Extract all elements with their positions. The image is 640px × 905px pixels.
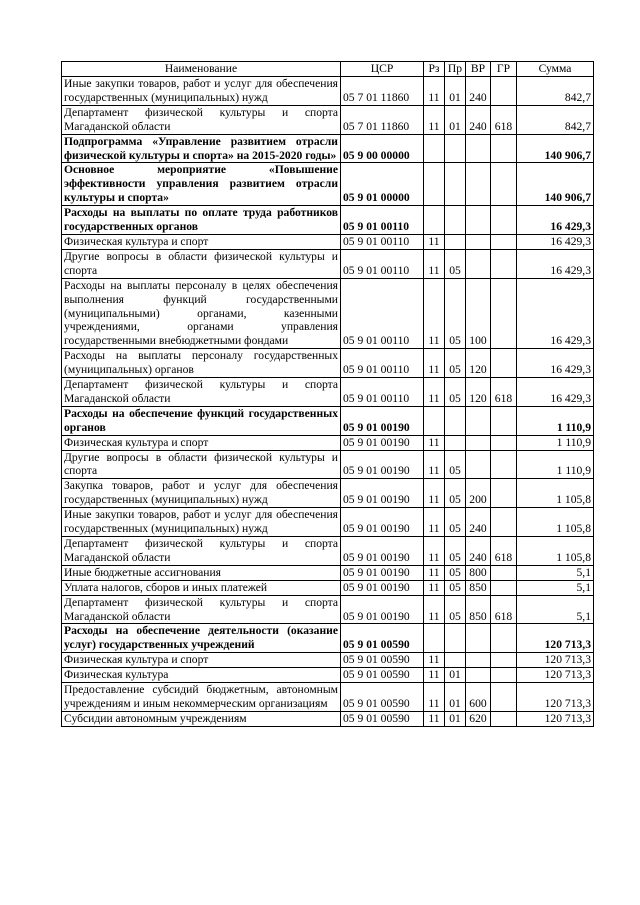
cell-gr [491,134,517,163]
cell-gr: 618 [491,105,517,134]
table-row [62,378,594,407]
cell-sum: 1 105,8 [517,537,594,566]
cell-sum: 1 105,8 [517,479,594,508]
cell-sum: 1 110,9 [517,406,594,435]
table-row [62,249,594,278]
cell-csr: 05 9 01 00190 [341,565,424,580]
cell-pr: 05 [445,278,466,349]
budget-table [61,61,594,727]
cell-sum: 842,7 [517,77,594,106]
cell-rz: 11 [424,668,445,683]
header-pr: Пр [445,62,466,77]
cell-name: Основное мероприятие «Повышение эффективности управления развитием отрасли культуры и спорта» [62,163,341,206]
cell-gr [491,450,517,479]
cell-sum: 5,1 [517,565,594,580]
cell-rz: 11 [424,479,445,508]
cell-sum: 140 906,7 [517,134,594,163]
cell-csr: 05 9 01 00590 [341,653,424,668]
table-row [62,508,594,537]
cell-csr: 05 9 01 00110 [341,378,424,407]
cell-vr: 200 [466,479,491,508]
cell-csr: 05 9 01 00110 [341,349,424,378]
cell-gr [491,668,517,683]
cell-csr: 05 9 01 00000 [341,163,424,206]
cell-gr [491,711,517,726]
cell-pr: 05 [445,537,466,566]
cell-name: Уплата налогов, сборов и иных платежей [62,580,341,595]
table-body [62,77,594,727]
cell-pr [445,206,466,235]
cell-pr: 05 [445,450,466,479]
cell-vr [466,406,491,435]
cell-pr [445,653,466,668]
cell-name: Департамент физической культуры и спорта Магаданской области [62,378,341,407]
table-row [62,234,594,249]
cell-name: Физическая культура [62,668,341,683]
cell-pr: 05 [445,249,466,278]
cell-name: Иные закупки товаров, работ и услуг для обеспечения государственных (муниципальных) нужд [62,508,341,537]
cell-gr: 618 [491,595,517,624]
table-row [62,450,594,479]
cell-name: Иные закупки товаров, работ и услуг для обеспечения государственных (муниципальных) нужд [62,77,341,106]
cell-sum: 5,1 [517,595,594,624]
cell-csr: 05 9 01 00190 [341,595,424,624]
cell-name: Физическая культура и спорт [62,435,341,450]
cell-vr [466,624,491,653]
cell-gr [491,234,517,249]
cell-sum: 1 110,9 [517,435,594,450]
table-row [62,206,594,235]
table-row [62,349,594,378]
cell-csr: 05 9 01 00110 [341,278,424,349]
cell-name: Расходы на выплаты персоналу государственных (муниципальных) органов [62,349,341,378]
cell-sum: 120 713,3 [517,624,594,653]
cell-vr [466,668,491,683]
table-row [62,668,594,683]
header-sum: Сумма [517,62,594,77]
cell-rz: 11 [424,249,445,278]
cell-vr [466,435,491,450]
cell-rz [424,134,445,163]
cell-rz: 11 [424,105,445,134]
cell-pr: 05 [445,595,466,624]
table-row [62,653,594,668]
cell-vr [466,163,491,206]
cell-gr [491,278,517,349]
cell-vr: 120 [466,378,491,407]
cell-rz: 11 [424,77,445,106]
table-row [62,435,594,450]
cell-pr: 01 [445,683,466,712]
cell-sum: 5,1 [517,580,594,595]
cell-csr: 05 9 01 00190 [341,406,424,435]
cell-rz [424,624,445,653]
cell-rz [424,163,445,206]
cell-name: Иные бюджетные ассигнования [62,565,341,580]
cell-vr [466,234,491,249]
table-row [62,479,594,508]
cell-rz: 11 [424,653,445,668]
table-row [62,595,594,624]
cell-gr [491,653,517,668]
table-row [62,105,594,134]
cell-rz: 11 [424,595,445,624]
cell-vr: 240 [466,537,491,566]
cell-pr [445,435,466,450]
cell-csr: 05 9 01 00190 [341,580,424,595]
cell-name: Другие вопросы в области физической культуры и спорта [62,249,341,278]
header-name: Наименование [62,62,341,77]
cell-sum: 1 110,9 [517,450,594,479]
cell-vr: 600 [466,683,491,712]
cell-sum: 1 105,8 [517,508,594,537]
cell-sum: 120 713,3 [517,711,594,726]
cell-rz: 11 [424,537,445,566]
table-row [62,565,594,580]
cell-sum: 842,7 [517,105,594,134]
cell-csr: 05 9 01 00590 [341,624,424,653]
cell-pr: 01 [445,77,466,106]
cell-gr [491,77,517,106]
cell-gr [491,479,517,508]
cell-name: Расходы на выплаты персоналу в целях обеспечения выполнения функций государственными (муниципальными) органами, казенными учреждениями, органами управления государственными внебюджетными фондами [62,278,341,349]
cell-rz: 11 [424,508,445,537]
cell-csr: 05 9 01 00190 [341,508,424,537]
cell-vr [466,206,491,235]
cell-rz [424,206,445,235]
cell-sum: 16 429,3 [517,234,594,249]
cell-sum: 140 906,7 [517,163,594,206]
table-row [62,406,594,435]
cell-pr: 05 [445,508,466,537]
table-row [62,163,594,206]
cell-sum: 120 713,3 [517,653,594,668]
cell-vr [466,249,491,278]
cell-gr [491,435,517,450]
cell-name: Департамент физической культуры и спорта Магаданской области [62,595,341,624]
cell-pr: 05 [445,479,466,508]
header-rz: Рз [424,62,445,77]
cell-vr: 620 [466,711,491,726]
cell-gr [491,580,517,595]
cell-sum: 16 429,3 [517,349,594,378]
cell-gr [491,249,517,278]
table-row [62,683,594,712]
cell-rz: 11 [424,278,445,349]
table-row [62,537,594,566]
cell-name: Другие вопросы в области физической культуры и спорта [62,450,341,479]
cell-csr: 05 9 01 00190 [341,435,424,450]
cell-csr: 05 9 01 00590 [341,668,424,683]
cell-gr [491,349,517,378]
cell-gr [491,163,517,206]
cell-pr [445,234,466,249]
cell-pr: 05 [445,565,466,580]
cell-vr: 850 [466,580,491,595]
table-row [62,624,594,653]
cell-pr: 05 [445,378,466,407]
cell-name: Субсидии автономным учреждениям [62,711,341,726]
cell-rz: 11 [424,711,445,726]
cell-csr: 05 9 01 00590 [341,711,424,726]
cell-pr [445,134,466,163]
cell-rz: 11 [424,450,445,479]
cell-vr: 800 [466,565,491,580]
cell-name: Физическая культура и спорт [62,653,341,668]
cell-pr: 05 [445,580,466,595]
cell-pr [445,163,466,206]
cell-name: Расходы на обеспечение деятельности (оказание услуг) государственных учреждений [62,624,341,653]
cell-vr: 100 [466,278,491,349]
cell-gr [491,683,517,712]
cell-sum: 16 429,3 [517,249,594,278]
cell-vr [466,653,491,668]
cell-vr: 120 [466,349,491,378]
table-header-row [62,62,594,77]
cell-csr: 05 7 01 11860 [341,105,424,134]
cell-pr: 01 [445,711,466,726]
cell-pr [445,406,466,435]
cell-gr [491,406,517,435]
cell-vr [466,450,491,479]
cell-csr: 05 9 00 00000 [341,134,424,163]
cell-vr: 240 [466,508,491,537]
cell-name: Подпрограмма «Управление развитием отрасли физической культуры и спорта» на 2015-2020 годы» [62,134,341,163]
table-row [62,278,594,349]
cell-gr: 618 [491,378,517,407]
cell-rz: 11 [424,349,445,378]
cell-pr: 01 [445,668,466,683]
cell-vr [466,134,491,163]
cell-name: Физическая культура и спорт [62,234,341,249]
cell-gr [491,508,517,537]
cell-csr: 05 9 01 00590 [341,683,424,712]
cell-rz: 11 [424,565,445,580]
cell-name: Расходы на обеспечение функций государственных органов [62,406,341,435]
cell-csr: 05 9 01 00190 [341,537,424,566]
header-gr: ГР [491,62,517,77]
table-row [62,77,594,106]
table-row [62,580,594,595]
cell-csr: 05 9 01 00190 [341,479,424,508]
cell-pr: 01 [445,105,466,134]
cell-csr: 05 9 01 00110 [341,234,424,249]
cell-sum: 16 429,3 [517,378,594,407]
table-row [62,711,594,726]
cell-name: Закупка товаров, работ и услуг для обеспечения государственных (муниципальных) нужд [62,479,341,508]
cell-csr: 05 7 01 11860 [341,77,424,106]
cell-gr [491,565,517,580]
header-vr: ВР [466,62,491,77]
header-csr: ЦСР [341,62,424,77]
cell-vr: 240 [466,77,491,106]
cell-sum: 120 713,3 [517,668,594,683]
cell-rz: 11 [424,435,445,450]
cell-rz [424,406,445,435]
cell-csr: 05 9 01 00110 [341,249,424,278]
cell-gr [491,206,517,235]
cell-sum: 120 713,3 [517,683,594,712]
cell-rz: 11 [424,683,445,712]
cell-name: Департамент физической культуры и спорта Магаданской области [62,537,341,566]
cell-rz: 11 [424,580,445,595]
cell-rz: 11 [424,378,445,407]
cell-csr: 05 9 01 00110 [341,206,424,235]
cell-rz: 11 [424,234,445,249]
cell-vr: 850 [466,595,491,624]
cell-name: Предоставление субсидий бюджетным, автономным учреждениям и иным некоммерческим организациям [62,683,341,712]
cell-gr [491,624,517,653]
table-row [62,134,594,163]
cell-sum: 16 429,3 [517,206,594,235]
cell-gr: 618 [491,537,517,566]
cell-name: Департамент физической культуры и спорта Магаданской области [62,105,341,134]
cell-pr [445,624,466,653]
cell-sum: 16 429,3 [517,278,594,349]
cell-csr: 05 9 01 00190 [341,450,424,479]
cell-vr: 240 [466,105,491,134]
cell-name: Расходы на выплаты по оплате труда работников государственных органов [62,206,341,235]
cell-pr: 05 [445,349,466,378]
